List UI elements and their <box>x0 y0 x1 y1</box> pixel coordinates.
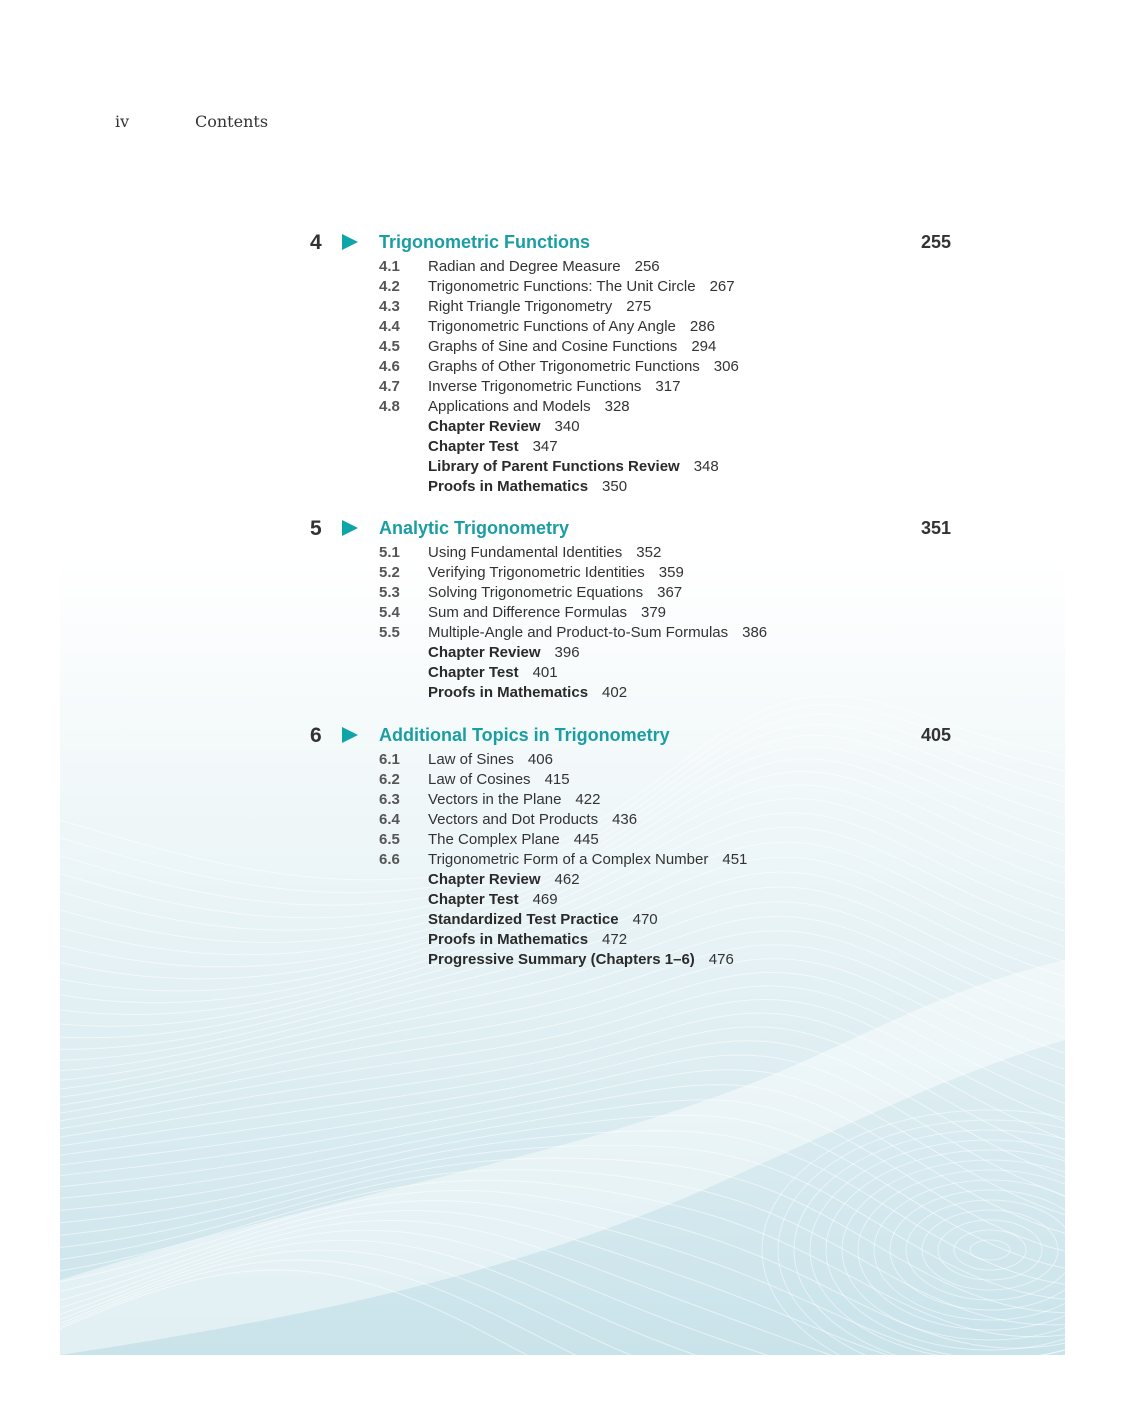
chapter-title[interactable]: Analytic Trigonometry <box>379 518 570 538</box>
chapter-entries <box>0 750 1130 970</box>
section-number: 4.1 <box>379 258 400 275</box>
chapter-entries <box>0 257 1130 497</box>
entry-title-wrap <box>428 663 558 683</box>
entry-page-number: 256 <box>634 258 660 275</box>
entry-title-wrap <box>428 910 658 930</box>
chapter-number: 4 <box>310 231 322 254</box>
entry-title-wrap <box>428 870 580 890</box>
toc-entry[interactable] <box>0 643 1130 663</box>
toc-entry[interactable] <box>0 623 1130 643</box>
entry-title: Trigonometric Functions: The Unit Circle <box>428 278 696 295</box>
section-number: 4.7 <box>379 378 400 395</box>
chapter-heading <box>0 517 1130 543</box>
entry-page-number: 317 <box>655 378 681 395</box>
entry-title: Chapter Review <box>428 871 541 888</box>
entry-title: Verifying Trigonometric Identities <box>428 564 645 581</box>
toc-entry[interactable] <box>0 930 1130 950</box>
entry-title: Chapter Test <box>428 438 519 455</box>
entry-title-wrap <box>428 770 570 790</box>
entry-title-wrap <box>428 950 734 970</box>
section-number: 5.2 <box>379 564 400 581</box>
toc-entry[interactable] <box>0 770 1130 790</box>
entry-title: Applications and Models <box>428 398 591 415</box>
chapter-entries <box>0 543 1130 703</box>
toc-entry[interactable] <box>0 950 1130 970</box>
entry-title: Progressive Summary (Chapters 1–6) <box>428 951 695 968</box>
entry-title: Vectors in the Plane <box>428 791 562 808</box>
entry-page-number: 476 <box>708 951 734 968</box>
entry-title: Standardized Test Practice <box>428 911 619 928</box>
entry-title: Law of Sines <box>428 751 514 768</box>
section-number: 6.5 <box>379 831 400 848</box>
toc-entry[interactable] <box>0 910 1130 930</box>
entry-title-wrap <box>428 457 719 477</box>
entry-page-number: 451 <box>722 851 748 868</box>
section-number: 4.8 <box>379 398 400 415</box>
entry-title: Proofs in Mathematics <box>428 684 589 701</box>
entry-title: Graphs of Other Trigonometric Functions <box>428 358 700 375</box>
section-number: 5.4 <box>379 604 400 621</box>
entry-title-wrap <box>428 357 739 377</box>
entry-title: The Complex Plane <box>428 831 560 848</box>
entry-page-number: 367 <box>657 584 683 601</box>
toc-entry[interactable] <box>0 663 1130 683</box>
toc-entry[interactable] <box>0 683 1130 703</box>
entry-title: Library of Parent Functions Review <box>428 458 680 475</box>
entry-title: Inverse Trigonometric Functions <box>428 378 642 395</box>
section-number: 6.3 <box>379 791 400 808</box>
entry-title: Chapter Review <box>428 644 541 661</box>
entry-page-number: 402 <box>602 684 628 701</box>
entry-title-wrap <box>428 337 716 357</box>
chapter-arrow-icon <box>342 520 358 536</box>
section-number: 6.4 <box>379 811 400 828</box>
entry-title-wrap <box>428 750 553 770</box>
entry-page-number: 306 <box>713 358 739 375</box>
chapter-arrow-icon <box>342 234 358 250</box>
entry-page-number: 340 <box>554 418 580 435</box>
entry-title-wrap <box>428 643 580 663</box>
entry-title-wrap <box>428 397 630 417</box>
entry-title: Solving Trigonometric Equations <box>428 584 644 601</box>
entry-title-wrap <box>428 583 682 603</box>
chapter-title[interactable]: Additional Topics in Trigonometry <box>379 725 670 745</box>
toc-entry[interactable] <box>0 437 1130 457</box>
toc-entry[interactable] <box>0 790 1130 810</box>
entry-page-number: 445 <box>573 831 599 848</box>
toc-entry[interactable] <box>0 337 1130 357</box>
toc-entry[interactable] <box>0 297 1130 317</box>
section-number: 5.1 <box>379 544 400 561</box>
entry-page-number: 469 <box>532 891 558 908</box>
section-number: 4.4 <box>379 318 400 335</box>
entry-title-wrap <box>428 477 627 497</box>
entry-title: Sum and Difference Formulas <box>428 604 627 621</box>
toc-entry[interactable] <box>0 477 1130 497</box>
entry-page-number: 462 <box>554 871 580 888</box>
entry-title-wrap <box>428 930 627 950</box>
entry-title-wrap <box>428 623 767 643</box>
entry-title: Vectors and Dot Products <box>428 811 599 828</box>
entry-page-number: 359 <box>658 564 684 581</box>
entry-title: Using Fundamental Identities <box>428 544 623 561</box>
toc-entry[interactable] <box>0 583 1130 603</box>
entry-title: Trigonometric Form of a Complex Number <box>428 851 709 868</box>
entry-title: Graphs of Sine and Cosine Functions <box>428 338 678 355</box>
entry-page-number: 352 <box>636 544 662 561</box>
toc-entry[interactable] <box>0 850 1130 870</box>
entry-title: Law of Cosines <box>428 771 531 788</box>
entry-title-wrap <box>428 543 661 563</box>
entry-page-number: 470 <box>632 911 658 928</box>
chapter-title[interactable]: Trigonometric Functions <box>379 232 591 252</box>
entry-title-wrap <box>428 603 666 623</box>
entry-title-wrap <box>428 683 627 703</box>
entry-title-wrap <box>428 437 558 457</box>
entry-title: Right Triangle Trigonometry <box>428 298 613 315</box>
chapter-4 <box>0 231 1130 497</box>
entry-title-wrap <box>428 563 684 583</box>
section-number: 6.2 <box>379 771 400 788</box>
chapter-number: 6 <box>310 724 322 747</box>
entry-title-wrap <box>428 890 558 910</box>
entry-page-number: 401 <box>532 664 558 681</box>
entry-page-number: 350 <box>602 478 628 495</box>
entry-page-number: 294 <box>691 338 717 355</box>
toc-entry[interactable] <box>0 830 1130 850</box>
chapter-number: 5 <box>310 517 322 540</box>
entry-title-wrap <box>428 790 600 810</box>
section-number: 4.2 <box>379 278 400 295</box>
entry-title: Chapter Review <box>428 418 541 435</box>
toc-entry[interactable] <box>0 277 1130 297</box>
entry-title: Radian and Degree Measure <box>428 258 621 275</box>
entry-page-number: 386 <box>742 624 768 641</box>
entry-page-number: 347 <box>532 438 558 455</box>
entry-title-wrap <box>428 257 660 277</box>
chapter-arrow-icon <box>342 727 358 743</box>
toc-entry[interactable] <box>0 397 1130 417</box>
entry-title-wrap <box>428 297 651 317</box>
entry-title: Proofs in Mathematics <box>428 931 589 948</box>
chapter-page-number: 255 <box>921 232 952 252</box>
entry-title: Chapter Test <box>428 664 519 681</box>
entry-title-wrap <box>428 277 735 297</box>
chapter-6 <box>0 724 1130 970</box>
entry-title: Multiple-Angle and Product-to-Sum Formulas <box>428 624 729 641</box>
running-head-section: Contents <box>195 112 269 131</box>
toc-entry[interactable] <box>0 417 1130 437</box>
section-number: 4.6 <box>379 358 400 375</box>
entry-title-wrap <box>428 850 747 870</box>
entry-page-number: 275 <box>626 298 652 315</box>
section-number: 4.5 <box>379 338 400 355</box>
section-number: 5.3 <box>379 584 400 601</box>
chapter-heading <box>0 724 1130 750</box>
entry-page-number: 379 <box>640 604 667 621</box>
entry-page-number: 286 <box>689 318 715 335</box>
entry-title-wrap <box>428 317 715 337</box>
page-folio: iv <box>115 112 130 131</box>
entry-title-wrap <box>428 810 637 830</box>
toc-entry[interactable] <box>0 870 1130 890</box>
entry-title: Proofs in Mathematics <box>428 478 589 495</box>
entry-page-number: 422 <box>575 791 601 808</box>
chapter-page-number: 351 <box>921 518 952 538</box>
toc-entry[interactable] <box>0 257 1130 277</box>
toc-entry[interactable] <box>0 357 1130 377</box>
entry-page-number: 267 <box>709 278 735 295</box>
entry-title-wrap <box>428 417 580 437</box>
entry-title: Trigonometric Functions of Any Angle <box>428 318 676 335</box>
toc-entry[interactable] <box>0 317 1130 337</box>
entry-page-number: 406 <box>527 751 553 768</box>
toc-entry[interactable] <box>0 750 1130 770</box>
toc-entry[interactable] <box>0 563 1130 583</box>
section-number: 5.5 <box>379 624 400 641</box>
toc-entry[interactable] <box>0 603 1130 623</box>
entry-title: Chapter Test <box>428 891 519 908</box>
toc-entry[interactable] <box>0 377 1130 397</box>
entry-page-number: 396 <box>554 644 580 661</box>
chapter-page-number: 405 <box>921 725 952 745</box>
section-number: 4.3 <box>379 298 400 315</box>
chapter-5 <box>0 517 1130 703</box>
section-number: 6.1 <box>379 751 400 768</box>
entry-page-number: 348 <box>693 458 719 475</box>
entry-page-number: 472 <box>602 931 628 948</box>
entry-title-wrap <box>428 830 599 850</box>
toc-entry[interactable] <box>0 543 1130 563</box>
entry-title-wrap <box>428 377 680 397</box>
entry-page-number: 436 <box>612 811 638 828</box>
entry-page-number: 328 <box>604 398 630 415</box>
toc-entry[interactable] <box>0 890 1130 910</box>
chapter-heading <box>0 231 1130 257</box>
section-number: 6.6 <box>379 851 400 868</box>
toc-entry[interactable] <box>0 457 1130 477</box>
entry-page-number: 415 <box>544 771 570 788</box>
toc-entry[interactable] <box>0 810 1130 830</box>
